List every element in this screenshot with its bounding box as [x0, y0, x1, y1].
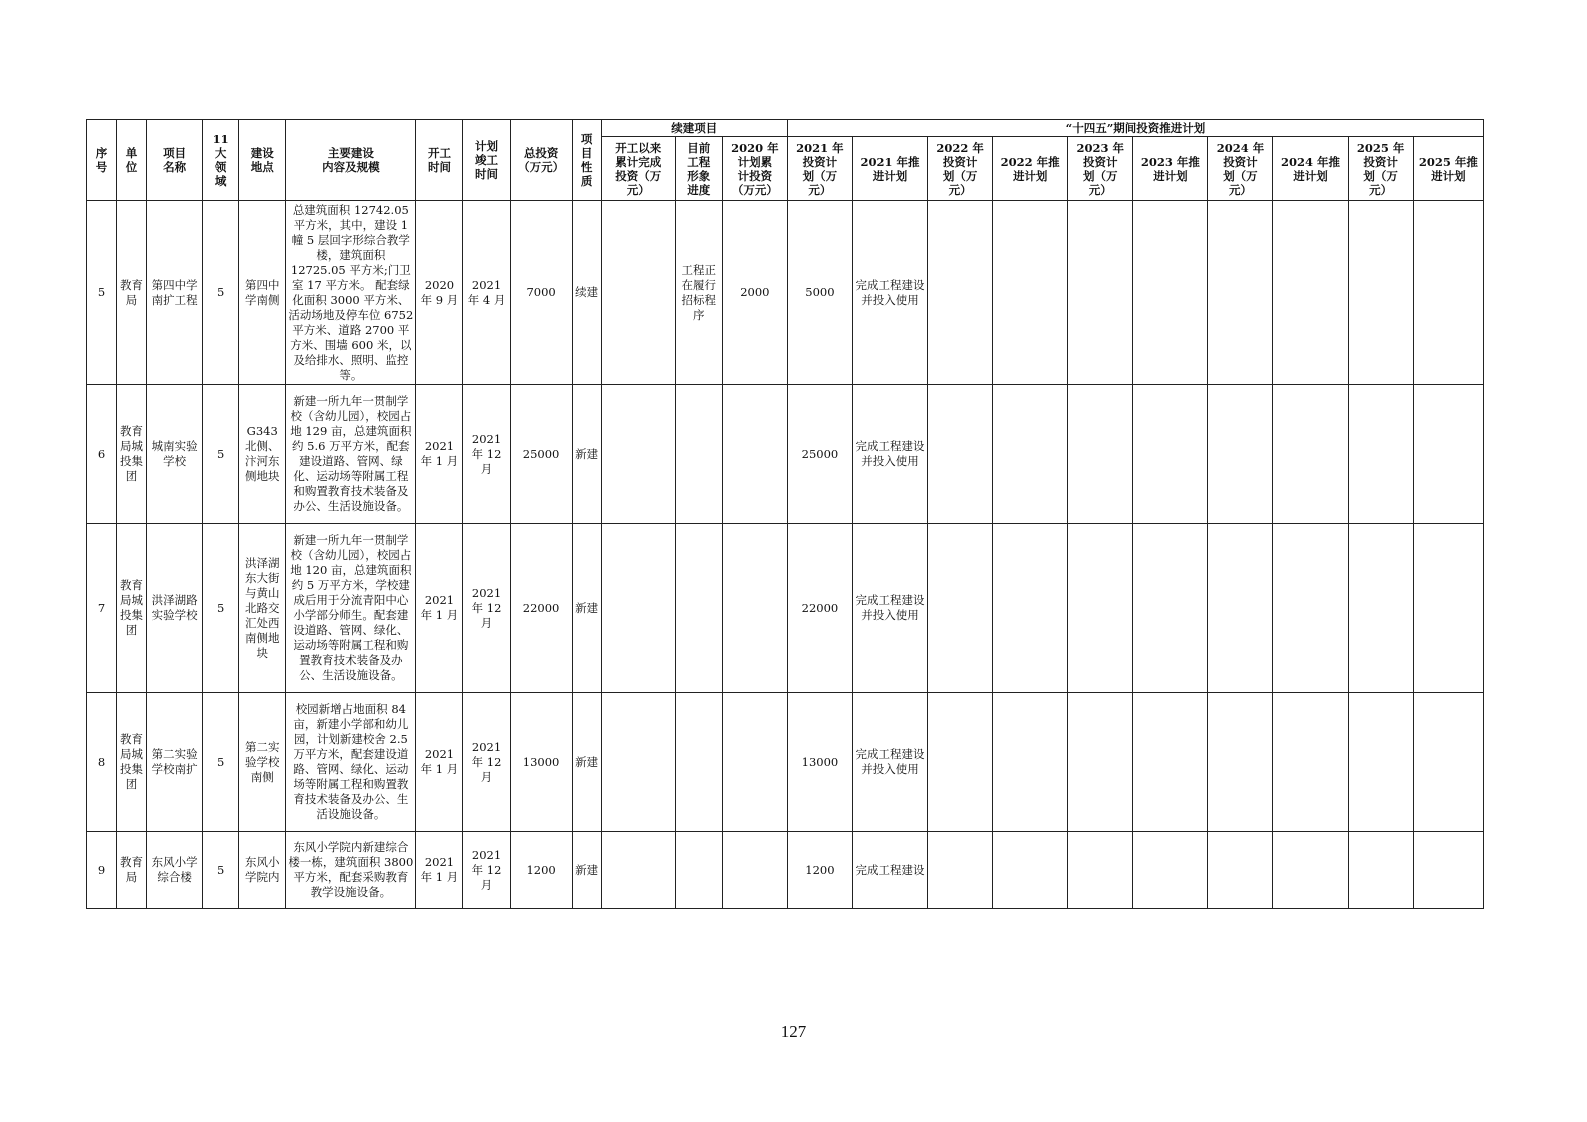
investment-plan-table: [86, 119, 1484, 909]
cell-plan2023: [1133, 832, 1208, 909]
header-inv2023: 2023 年 投资计 划（万 元）: [1068, 137, 1133, 201]
cell-start: 2021 年 1 月: [416, 524, 463, 693]
cell-inv2021: 25000: [787, 385, 852, 524]
header-inv2021: 2021 年 投资计 划（万 元）: [787, 137, 852, 201]
cell-inv2025: [1348, 201, 1413, 385]
cell-inv2024: [1208, 524, 1273, 693]
cell-unit: 教育局城投集团: [117, 524, 147, 693]
cell-inv2023: [1068, 201, 1133, 385]
cell-location: 第四中学南侧: [239, 201, 286, 385]
header-content: 主要建设 内容及规模: [286, 120, 416, 201]
cell-plan2023: [1133, 201, 1208, 385]
cell-plan2024: [1273, 693, 1348, 832]
cell-nature: 新建: [572, 524, 601, 693]
cell-plan2021: 完成工程建设并投入使用: [852, 524, 927, 693]
cell-plan2021: 完成工程建设: [852, 832, 927, 909]
header-group-plan: “十四五”期间投资推进计划: [787, 120, 1483, 137]
cell-progress: [675, 832, 722, 909]
cell-plan2024: [1273, 524, 1348, 693]
cell-inv2024: [1208, 832, 1273, 909]
header-inv2020: 2020 年 计划累 计投资 （万元）: [722, 137, 787, 201]
cell-name: 第二实验学校南扩: [147, 693, 203, 832]
cell-plan2024: [1273, 201, 1348, 385]
cell-inv2025: [1348, 693, 1413, 832]
cell-start: 2020 年 9 月: [416, 201, 463, 385]
cell-finish: 2021 年 12 月: [463, 524, 510, 693]
cell-cumulative: [601, 524, 675, 693]
cell-inv2021: 5000: [787, 201, 852, 385]
cell-content: 新建一所九年一贯制学校（含幼儿园），校园占地 120 亩，总建筑面积约 5 万平方米，学校建成后用于分流青阳中心小学部分师生。配套建设道路、管网、绿化、运动场等附属工程和购置教育技术装备及办公、生活设施设备。: [286, 524, 416, 693]
cell-location: 洪泽湖东大街与黄山北路交汇处西南侧地块: [239, 524, 286, 693]
cell-inv2025: [1348, 524, 1413, 693]
cell-progress: 工程正在履行招标程序: [675, 201, 722, 385]
cell-nature: 新建: [572, 385, 601, 524]
cell-inv2021: 1200: [787, 832, 852, 909]
cell-nature: 新建: [572, 693, 601, 832]
table-row: [87, 201, 1484, 385]
cell-inv2020: [722, 385, 787, 524]
cell-total: 22000: [510, 524, 572, 693]
cell-inv2024: [1208, 385, 1273, 524]
header-plan2024: 2024 年推 进计划: [1273, 137, 1348, 201]
cell-finish: 2021 年 12 月: [463, 385, 510, 524]
table-row: [87, 524, 1484, 693]
cell-plan2022: [993, 201, 1068, 385]
cell-total: 1200: [510, 832, 572, 909]
header-plan2023: 2023 年推 进计划: [1133, 137, 1208, 201]
cell-plan2023: [1133, 385, 1208, 524]
cell-location: G343 北侧、汴河东侧地块: [239, 385, 286, 524]
cell-unit: 教育局: [117, 201, 147, 385]
cell-name: 城南实验学校: [147, 385, 203, 524]
cell-index: 6: [87, 385, 117, 524]
cell-start: 2021 年 1 月: [416, 385, 463, 524]
cell-inv2022: [928, 693, 993, 832]
cell-inv2025: [1348, 385, 1413, 524]
cell-domain: 5: [203, 693, 239, 832]
cell-progress: [675, 693, 722, 832]
header-index: 序 号: [87, 120, 117, 201]
header-inv2025: 2025 年 投资计 划（万 元）: [1348, 137, 1413, 201]
cell-finish: 2021 年 12 月: [463, 832, 510, 909]
cell-inv2022: [928, 201, 993, 385]
cell-unit: 教育局城投集团: [117, 385, 147, 524]
cell-content: 校园新增占地面积 84 亩，新建小学部和幼儿园，计划新建校舍 2.5 万平方米，配套建设道路、管网、绿化、运动场等附属工程和购置教育技术装备及办公、生活设施设备。: [286, 693, 416, 832]
cell-location: 第二实验学校南侧: [239, 693, 286, 832]
cell-plan2024: [1273, 385, 1348, 524]
cell-index: 9: [87, 832, 117, 909]
cell-inv2024: [1208, 201, 1273, 385]
cell-index: 8: [87, 693, 117, 832]
cell-cumulative: [601, 832, 675, 909]
header-location: 建设 地点: [239, 120, 286, 201]
cell-inv2023: [1068, 524, 1133, 693]
cell-content: 新建一所九年一贯制学校（含幼儿园），校园占地 129 亩，总建筑面积约 5.6 万平方米，配套建设道路、管网、绿化、运动场等附属工程和购置教育技术装备及办公、生活设施设备。: [286, 385, 416, 524]
header-progress: 目前 工程 形象 进度: [675, 137, 722, 201]
header-domain: 11 大 领 域: [203, 120, 239, 201]
cell-inv2020: 2000: [722, 201, 787, 385]
cell-domain: 5: [203, 201, 239, 385]
cell-inv2020: [722, 693, 787, 832]
cell-domain: 5: [203, 385, 239, 524]
cell-unit: 教育局城投集团: [117, 693, 147, 832]
cell-finish: 2021 年 4 月: [463, 201, 510, 385]
header-nature: 项 目 性 质: [572, 120, 601, 201]
cell-finish: 2021 年 12 月: [463, 693, 510, 832]
cell-plan2022: [993, 832, 1068, 909]
cell-name: 第四中学南扩工程: [147, 201, 203, 385]
cell-inv2025: [1348, 832, 1413, 909]
cell-plan2023: [1133, 693, 1208, 832]
table-row: [87, 385, 1484, 524]
cell-start: 2021 年 1 月: [416, 693, 463, 832]
cell-plan2021: 完成工程建设并投入使用: [852, 693, 927, 832]
cell-plan2025: [1413, 524, 1483, 693]
cell-inv2022: [928, 385, 993, 524]
header-group-continue: 续建项目: [601, 120, 787, 137]
cell-unit: 教育局: [117, 832, 147, 909]
cell-content: 东风小学院内新建综合楼一栋，建筑面积 3800 平方米，配套采购教育教学设施设备。: [286, 832, 416, 909]
cell-inv2022: [928, 524, 993, 693]
cell-inv2021: 13000: [787, 693, 852, 832]
header-cumulative: 开工以来 累计完成 投资（万 元）: [601, 137, 675, 201]
table-row: [87, 832, 1484, 909]
header-plan2022: 2022 年推 进计划: [993, 137, 1068, 201]
cell-inv2022: [928, 832, 993, 909]
page-number: 127: [780, 1022, 807, 1041]
header-inv2022: 2022 年 投资计 划（万 元）: [928, 137, 993, 201]
cell-plan2022: [993, 693, 1068, 832]
cell-plan2022: [993, 524, 1068, 693]
cell-cumulative: [601, 385, 675, 524]
table-row: [87, 693, 1484, 832]
cell-total: 25000: [510, 385, 572, 524]
header-finish: 计划 竣工 时间: [463, 120, 510, 201]
header-unit: 单 位: [117, 120, 147, 201]
cell-progress: [675, 524, 722, 693]
cell-domain: 5: [203, 524, 239, 693]
header-name: 项目 名称: [147, 120, 203, 201]
header-plan2025: 2025 年推 进计划: [1413, 137, 1483, 201]
cell-plan2021: 完成工程建设并投入使用: [852, 385, 927, 524]
cell-inv2020: [722, 832, 787, 909]
cell-nature: 续建: [572, 201, 601, 385]
cell-index: 5: [87, 201, 117, 385]
cell-plan2025: [1413, 201, 1483, 385]
cell-nature: 新建: [572, 832, 601, 909]
cell-inv2024: [1208, 693, 1273, 832]
cell-content: 总建筑面积 12742.05 平方米，其中，建设 1 幢 5 层回字形综合教学楼，建筑面积 12725.05 平方米;门卫室 17 平方米。 配套绿化面积 3000 平方米、活动场地及停车位 6752 平方米、道路 2700 平方米、围墙 600 米，以及给排水、照明、监控等。: [286, 201, 416, 385]
cell-plan2022: [993, 385, 1068, 524]
cell-progress: [675, 385, 722, 524]
cell-index: 7: [87, 524, 117, 693]
cell-inv2023: [1068, 693, 1133, 832]
cell-plan2025: [1413, 385, 1483, 524]
header-total: 总投资 （万元）: [510, 120, 572, 201]
cell-inv2020: [722, 524, 787, 693]
cell-inv2021: 22000: [787, 524, 852, 693]
cell-total: 13000: [510, 693, 572, 832]
cell-plan2023: [1133, 524, 1208, 693]
cell-total: 7000: [510, 201, 572, 385]
cell-location: 东风小学院内: [239, 832, 286, 909]
cell-cumulative: [601, 693, 675, 832]
header-plan2021: 2021 年推 进计划: [852, 137, 927, 201]
header-inv2024: 2024 年 投资计 划（万 元）: [1208, 137, 1273, 201]
cell-plan2024: [1273, 832, 1348, 909]
cell-plan2025: [1413, 693, 1483, 832]
cell-domain: 5: [203, 832, 239, 909]
cell-start: 2021 年 1 月: [416, 832, 463, 909]
cell-inv2023: [1068, 832, 1133, 909]
header-start: 开工 时间: [416, 120, 463, 201]
cell-cumulative: [601, 201, 675, 385]
cell-name: 洪泽湖路实验学校: [147, 524, 203, 693]
cell-inv2023: [1068, 385, 1133, 524]
cell-plan2021: 完成工程建设并投入使用: [852, 201, 927, 385]
cell-plan2025: [1413, 832, 1483, 909]
cell-name: 东风小学综合楼: [147, 832, 203, 909]
